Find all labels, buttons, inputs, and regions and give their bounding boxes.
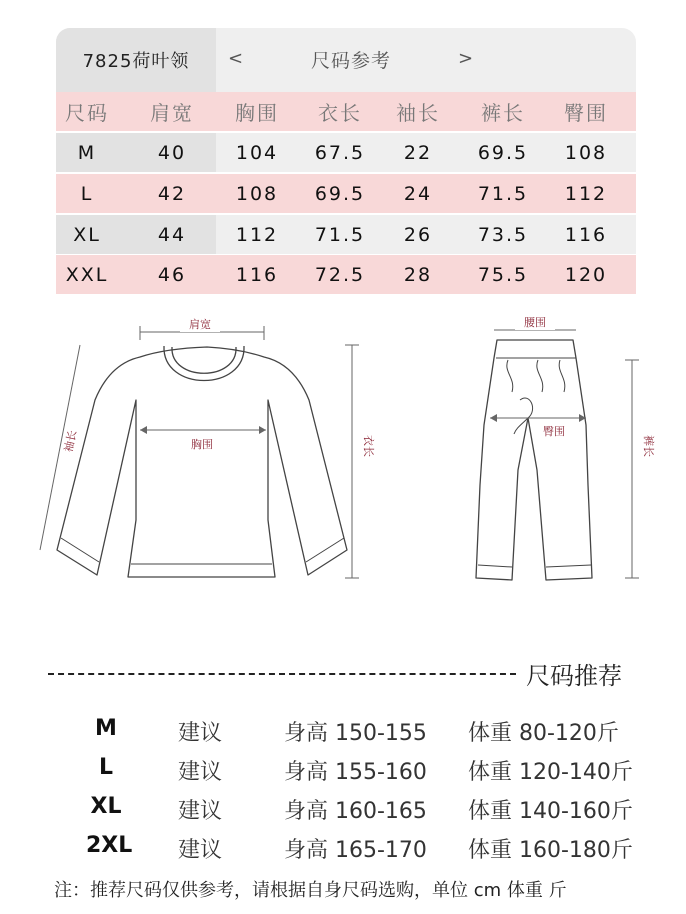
label-waist: 腰围 — [524, 316, 546, 329]
recommend-label: 建议 — [178, 721, 223, 746]
recommend-row — [0, 790, 686, 826]
product-title: 7825荷叶领 — [56, 28, 216, 92]
recommend-size: M — [95, 716, 117, 741]
recommend-height: 身高 160-165 — [284, 799, 427, 824]
recommend-height: 身高 150-155 — [284, 721, 427, 746]
label-hip: 臀围 — [543, 425, 565, 438]
label-top-length: 衣长 — [362, 435, 375, 457]
cell-hip: 112 — [564, 182, 608, 205]
cell-chest: 104 — [235, 141, 279, 164]
measurement-diagram — [0, 300, 686, 600]
cell-size: M — [77, 141, 97, 164]
cell-hip: 108 — [564, 141, 608, 164]
label-shoulder: 肩宽 — [189, 318, 211, 331]
cell-size: L — [80, 182, 94, 205]
recommend-weight: 体重 80-120斤 — [468, 721, 619, 746]
dashed-divider — [48, 673, 516, 675]
table-row — [56, 255, 636, 294]
header-top-length: 衣长 — [318, 101, 362, 125]
recommend-size: 2XL — [86, 833, 133, 858]
cell-pants-length: 69.5 — [477, 141, 529, 164]
chevron-right-icon[interactable]: > — [458, 48, 474, 69]
cell-shoulder: 42 — [157, 182, 187, 205]
cell-hip: 116 — [564, 223, 608, 246]
table-row — [56, 133, 636, 172]
size-chart-header — [56, 28, 636, 92]
header-size: 尺码 — [65, 101, 109, 125]
cell-top-length: 69.5 — [314, 182, 366, 205]
cell-chest: 116 — [235, 263, 279, 286]
recommend-size: XL — [90, 794, 122, 819]
chevron-left-icon[interactable]: < — [228, 48, 244, 69]
cell-top-length: 67.5 — [314, 141, 366, 164]
pants-outline — [476, 340, 592, 580]
recommend-weight: 体重 160-180斤 — [468, 838, 633, 863]
cell-size: XXL — [65, 263, 109, 286]
cell-top-length: 72.5 — [314, 263, 366, 286]
cell-pants-length: 75.5 — [477, 263, 529, 286]
shirt-outline — [57, 347, 347, 577]
recommend-title: 尺码推荐 — [526, 662, 622, 690]
cell-sleeve: 22 — [403, 141, 433, 164]
label-pants-length: 裤长 — [642, 435, 655, 457]
table-row — [56, 174, 636, 213]
cell-sleeve: 28 — [403, 263, 433, 286]
recommend-label: 建议 — [178, 799, 223, 824]
cell-shoulder: 40 — [157, 141, 187, 164]
recommend-label: 建议 — [178, 760, 223, 785]
cell-hip: 120 — [564, 263, 608, 286]
header-pants-length: 裤长 — [481, 101, 525, 125]
recommend-height: 身高 155-160 — [284, 760, 427, 785]
recommend-height: 身高 165-170 — [284, 838, 427, 863]
recommend-weight: 体重 140-160斤 — [468, 799, 633, 824]
recommend-row — [0, 829, 686, 865]
cell-shoulder: 44 — [157, 223, 187, 246]
cell-pants-length: 73.5 — [477, 223, 529, 246]
header-shoulder: 肩宽 — [150, 101, 194, 125]
cell-chest: 108 — [235, 182, 279, 205]
table-header-row — [56, 92, 636, 131]
cell-sleeve: 26 — [403, 223, 433, 246]
recommend-size: L — [98, 755, 114, 780]
cell-sleeve: 24 — [403, 182, 433, 205]
cell-size: XL — [73, 223, 101, 246]
table-row — [56, 215, 636, 254]
header-chest: 胸围 — [235, 101, 279, 125]
label-sleeve: 袖长 — [61, 429, 80, 454]
cell-top-length: 71.5 — [314, 223, 366, 246]
cell-shoulder: 46 — [157, 263, 187, 286]
size-chart — [56, 28, 636, 294]
footnote: 注：推荐尺码仅供参考，请根据自身尺码选购，单位 cm 体重 斤 — [54, 880, 567, 901]
header-hip: 臀围 — [564, 101, 608, 125]
recommend-weight: 体重 120-140斤 — [468, 760, 633, 785]
cell-pants-length: 71.5 — [477, 182, 529, 205]
label-chest: 胸围 — [191, 438, 213, 451]
cell-chest: 112 — [235, 223, 279, 246]
size-reference-tab: 尺码参考 — [311, 50, 392, 72]
header-sleeve: 袖长 — [396, 101, 440, 125]
recommend-label: 建议 — [178, 838, 223, 863]
recommend-row — [0, 751, 686, 787]
recommend-header — [48, 654, 638, 694]
recommend-row — [0, 712, 686, 748]
